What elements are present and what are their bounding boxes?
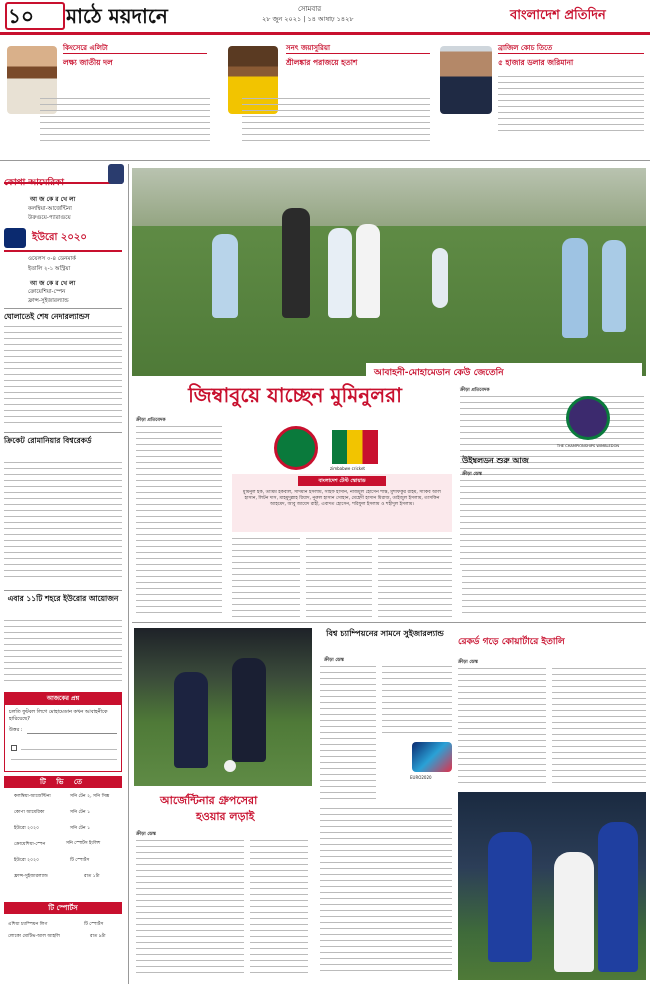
tv-heading-text: টি ভি তে (39, 778, 86, 786)
top-strip (0, 36, 650, 162)
divider (132, 622, 646, 623)
sports-heading (4, 902, 122, 914)
argentina-title-1[interactable]: আর্জেন্টিনার গ্রুপসেরা (160, 794, 258, 807)
euro-match-1: ক্রোয়েশিয়া-স্পেন (28, 289, 66, 295)
tv-program: ইউরো ২০২০ (14, 858, 40, 863)
zimbabwe-logo-text: zimbabwe cricket (330, 466, 365, 471)
main-headline[interactable]: জিম্বাবুয়ে যাচ্ছেন মুমিনুলরা (188, 383, 402, 407)
quiz-box (4, 692, 122, 772)
main-body-col-2 (232, 538, 300, 622)
copa-match-1: কলম্বিয়া-আর্জেন্টিনা (28, 206, 72, 212)
portugal-title[interactable]: বিশ্ব চ্যাম্পিয়নের সামনে সুইজারল্যান্ড (326, 629, 444, 638)
tv-channel: সনি টেন ১ (70, 826, 91, 831)
euro-result-2: ইতালি ২-১ অস্ট্রিয়া (28, 266, 71, 272)
story-body (4, 462, 122, 588)
tv-program: ফ্রান্স-সুইজারল্যান্ড (14, 874, 48, 879)
wimbledon-body (462, 480, 646, 622)
copa-match-2: উরুগুয়ে-প্যারাগুয়ে (28, 215, 71, 221)
player-figure (598, 822, 638, 972)
italy-photo (458, 792, 646, 980)
copa-heading-text: কোপা আমেরিকা (4, 178, 64, 188)
player-figure (328, 228, 352, 318)
story-title: লক্ষ্য জাতীয় দল (63, 58, 113, 67)
euro-emblem-text: EURO2020 (410, 775, 432, 780)
sports-program: এশিয়া চ্যাম্পিয়ন লিগ (8, 922, 48, 927)
story-title[interactable]: ঘোলাতেই শেষ নেদারল্যান্ডস (4, 312, 90, 321)
header-date: ২৮ জুন ২০২১ | ১৪ আষাঢ় ১৪২৮ (262, 15, 354, 23)
player-figure (174, 672, 208, 768)
squad-heading (298, 476, 386, 486)
kicker-rule (63, 53, 207, 54)
story-kicker: কিংসেরে এলিটা (63, 44, 108, 52)
portugal-byline: ক্রীড়া ডেস্ক (324, 658, 344, 663)
tv-channel: সনি স্পোর্টস ইংলিশ (66, 841, 101, 846)
player-figure (432, 248, 448, 308)
ball (224, 760, 236, 772)
section-title: মাঠে ময়দানে (66, 4, 168, 28)
divider (4, 432, 122, 433)
copa-logo (108, 164, 124, 184)
argentina-body-2 (250, 840, 308, 980)
derby-headline-box[interactable] (366, 363, 642, 381)
column-divider (128, 164, 129, 984)
header-day: সোমবার (298, 5, 322, 13)
divider (0, 160, 650, 161)
italy-byline: ক্রীড়া ডেস্ক (458, 660, 478, 665)
sports-box (4, 902, 122, 952)
story-title: ৫ হাজার ডলার জরিমানা (498, 58, 574, 67)
tv-program: ক্রোয়েশিয়া-স্পেন (14, 842, 46, 847)
euro-emblem (412, 742, 452, 772)
story-body (242, 98, 430, 156)
wimbledon-logo (566, 396, 610, 440)
tv-program: ইউরো ২০২০ (14, 826, 40, 831)
player-figure (554, 852, 594, 972)
divider (4, 590, 122, 591)
kicker-rule (286, 53, 430, 54)
tv-channel: সনি টেন ২, সনি সিক্স (70, 794, 110, 799)
player-figure (488, 832, 532, 962)
euro-heading: ইউরো ২০২০ (32, 232, 87, 243)
player-figure (562, 238, 588, 338)
header-rule (0, 32, 650, 35)
copa-fixtures-label: আ জ কে র খে লা (30, 196, 76, 203)
main-byline: ক্রীড়া প্রতিবেদক (136, 418, 166, 423)
squad-list: মুমিনুল হক, তামিম ইকবাল, সাদমান ইসলাম, সাইফ হাসান, নাজমুল হোসেন শান্ত, মুশফিকুর রহিম, সাকিব আল হাসান, লিটন দাস, মাহমুদুল্লাহ রিয়াদ, নুরুল হাসান সোহান, মেহেদী হাসান মিরাজ, তাইজুল ইসলাম, তাসকিন আহমেদ, আবু জায়েদ রাহী, এবাদত হোসেন, শরিফুল ইসলাম ও শহীদুল ইসলাম। (243, 490, 441, 508)
euro-logo (4, 228, 26, 248)
story-kicker: সনৎ জয়াসুরিয়া (286, 44, 331, 52)
player-figure (356, 224, 380, 318)
italy-body-2 (552, 668, 646, 788)
player-figure (282, 208, 310, 318)
story-title[interactable]: ক্রিকেট রোমানিয়ার বিশ্বরেকর্ড (4, 436, 92, 445)
top-story-2[interactable] (226, 36, 430, 160)
main-body-col-4 (378, 538, 452, 622)
quiz-line (11, 759, 117, 760)
quiz-question: চলতি ফুটবল লিগে মোহামেডান কখন আবাহনীকে হারিয়েছে? (9, 709, 108, 722)
story-title[interactable]: এবার ১১টি শহরে ইউরোর আয়োজন (7, 594, 119, 603)
quiz-heading-text: আজকের প্রশ্ন (46, 695, 80, 702)
euro-match-2: ফ্রান্স-সুইজারল্যান্ড (28, 298, 69, 304)
quiz-heading (5, 693, 121, 705)
quiz-checkbox[interactable] (11, 745, 17, 751)
page-header (0, 0, 650, 34)
story-body (4, 326, 122, 430)
argentina-photo (134, 628, 312, 786)
coach-photo (440, 46, 492, 114)
argentina-body-1 (136, 840, 244, 980)
squad-heading-text: বাংলাদেশ টেস্ট স্কোয়াড (318, 478, 366, 484)
main-body-col-3 (306, 538, 372, 622)
wimbledon-logo-text: THE CHAMPIONSHIPS WIMBLEDON (556, 444, 620, 448)
portugal-body-2 (382, 666, 452, 736)
story-body (4, 620, 122, 688)
argentina-byline: ক্রীড়া ডেস্ক (136, 832, 156, 837)
masthead-logo: বাংলাদেশ প্রতিদিন (510, 8, 606, 23)
top-story-3[interactable] (440, 36, 645, 160)
story-body (40, 98, 210, 156)
italy-headline-box[interactable] (458, 632, 646, 652)
tv-program: কলম্বিয়া-আর্জেন্টিনা (14, 794, 51, 799)
italy-body-1 (458, 668, 546, 788)
player-figure (232, 658, 266, 762)
squad-box (232, 474, 452, 532)
quiz-answer-field[interactable] (27, 733, 117, 734)
tv-guide (4, 776, 122, 898)
portugal-body-1 (320, 666, 376, 806)
derby-byline: ক্রীড়া প্রতিবেদক (460, 388, 490, 393)
sports-program: লোকো মোটিভ-আল আহলি (8, 934, 60, 939)
sports-channel: টি স্পোর্টস (84, 922, 104, 927)
left-column (0, 164, 128, 984)
quiz-line (21, 749, 117, 750)
euro-result-1: ওয়েলস ০-৪ ডেনমার্ক (28, 256, 76, 262)
top-story-1[interactable] (5, 36, 209, 160)
story-title: শ্রীলঙ্কার পরাজয়ে হতাশ (286, 58, 358, 67)
quiz-answer-label: উত্তর : (9, 727, 23, 733)
page-number: ১০ (8, 4, 34, 28)
bcb-logo (274, 426, 318, 470)
euro-heading-rule (4, 250, 122, 252)
wimbledon-byline: ক্রীড়া ডেস্ক (462, 472, 482, 477)
sports-channel: রাত ৯টা (90, 934, 106, 939)
zimbabwe-cricket-logo (332, 430, 378, 464)
sports-heading-text: টি স্পোর্টস (48, 904, 78, 912)
kicker-rule (498, 53, 644, 54)
wimbledon-title[interactable]: উইম্বলডন শুরু আজ (462, 456, 529, 465)
story-body (498, 76, 644, 156)
tv-channel: রাত ১টা (84, 874, 100, 879)
player-figure (212, 234, 238, 318)
italy-title: রেকর্ড গড়ে কোয়ার্টারে ইতালি (458, 637, 565, 647)
derby-title: আবাহনী-মোহামেডান কেউ জেতেনি (374, 368, 504, 378)
player-figure (602, 240, 626, 332)
tv-channel: টি স্পোর্টস (70, 858, 90, 863)
divider (4, 308, 122, 309)
copa-heading (4, 170, 122, 188)
tv-program: কোপা আমেরিকা (14, 810, 45, 815)
story-kicker: ব্রাজিল কোচ তিতে (498, 44, 553, 52)
portugal-body-3 (320, 808, 452, 980)
tv-heading (4, 776, 122, 788)
main-body-col-1 (136, 426, 222, 622)
derby-photo (132, 168, 646, 376)
euro-fixtures-label: আ জ কে র খে লা (30, 280, 76, 287)
tv-channel: সনি টেন ১ (70, 810, 91, 815)
argentina-title-2[interactable]: হওয়ার লড়াই (196, 810, 255, 823)
